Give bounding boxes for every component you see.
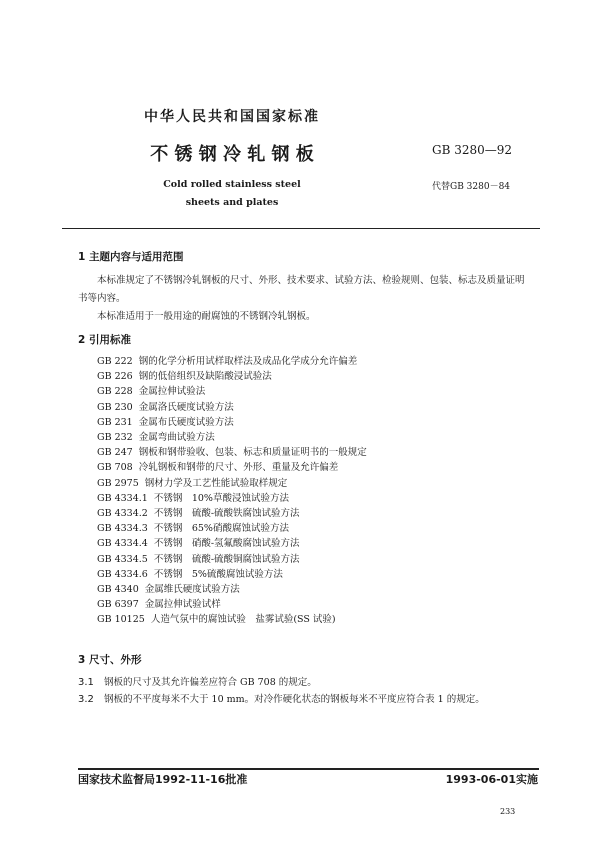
reference-item xyxy=(97,387,205,397)
standard-number: GB 3280—92 xyxy=(432,143,513,157)
reference-code: GB 247 xyxy=(97,447,133,459)
reference-title: 不锈钢 10%草酸浸蚀试验方法 xyxy=(153,492,289,504)
reference-item xyxy=(97,448,367,458)
reference-item xyxy=(97,585,240,595)
reference-title: 不锈钢 65%硝酸腐蚀试验方法 xyxy=(153,523,289,535)
reference-item xyxy=(97,418,234,428)
reference-item xyxy=(97,615,336,625)
reference-item xyxy=(97,600,221,610)
reference-code: GB 2975 xyxy=(97,477,139,489)
reference-code: GB 10125 xyxy=(97,614,145,626)
document-title-en-line1: Cold rolled stainless steel xyxy=(163,179,301,190)
effective-date: 1993-06-01实施 xyxy=(445,773,538,786)
org-title: 中华人民共和国国家标准 xyxy=(144,109,320,125)
page-number: 233 xyxy=(500,807,516,816)
reference-item xyxy=(97,357,357,367)
footer-divider xyxy=(78,768,539,770)
reference-code: GB 230 xyxy=(97,401,133,413)
section-1-heading: 1 主题内容与适用范围 xyxy=(78,251,184,263)
reference-title: 金属维氏硬度试验方法 xyxy=(144,584,240,595)
reference-item xyxy=(97,509,300,519)
reference-title: 不锈钢 硫酸-硫酸铜腐蚀试验方法 xyxy=(153,553,300,565)
reference-title: 金属拉伸试验试样 xyxy=(144,599,221,611)
reference-title: 钢的化学分析用试样取样法及成品化学成分允许偏差 xyxy=(138,356,358,367)
reference-title: 金属弯曲试验方法 xyxy=(138,432,215,443)
reference-code: GB 4334.6 xyxy=(97,568,148,580)
reference-title: 人造气氛中的腐蚀试验 盐雾试验(SS 试验) xyxy=(150,614,336,626)
reference-title: 金属洛氏硬度试验方法 xyxy=(138,401,234,413)
reference-title: 不锈钢 硫酸-硫酸铁腐蚀试验方法 xyxy=(153,508,300,519)
reference-title: 钢材力学及工艺性能试验取样规定 xyxy=(144,477,288,489)
reference-code: GB 228 xyxy=(97,386,133,398)
replaces-standard: 代替GB 3280－84 xyxy=(432,182,511,192)
reference-code: GB 708 xyxy=(97,462,133,474)
reference-code: GB 6397 xyxy=(97,599,139,611)
reference-code: GB 232 xyxy=(97,432,133,443)
reference-code: GB 4340 xyxy=(97,584,139,595)
clause-3-1-text: 钢板的尺寸及其允许偏差应符合 GB 708 的规定。 xyxy=(104,677,317,688)
reference-item xyxy=(97,494,289,504)
section-3-heading: 3 尺寸、外形 xyxy=(78,654,142,666)
reference-title: 钢板和钢带验收、包装、标志和质量证明书的一般规定 xyxy=(138,447,367,459)
document-title-en-line2: sheets and plates xyxy=(185,197,279,208)
reference-item xyxy=(97,372,272,382)
reference-code: GB 226 xyxy=(97,371,133,383)
reference-title: 不锈钢 5%硫酸腐蚀试验方法 xyxy=(153,568,283,580)
reference-item xyxy=(97,463,338,473)
reference-code: GB 4334.2 xyxy=(97,508,148,519)
reference-item xyxy=(97,570,283,580)
reference-item xyxy=(97,403,234,413)
header-divider xyxy=(62,228,540,229)
reference-code: GB 231 xyxy=(97,416,133,428)
section-1-para2: 本标准适用于一般用途的耐腐蚀的不锈钢冷轧钢板。 xyxy=(97,311,316,322)
reference-title: 金属布氏硬度试验方法 xyxy=(138,416,234,428)
reference-item xyxy=(97,555,300,565)
clause-3-2-text: 钢板的不平度每米不大于 10 mm。对冷作硬化状态的钢板每米不平度应符合表 1 的规定。 xyxy=(104,694,485,705)
section-1-para1-line2: 书等内容。 xyxy=(78,293,126,304)
reference-code: GB 4334.1 xyxy=(97,492,148,504)
reference-code: GB 4334.4 xyxy=(97,538,148,550)
reference-code: GB 222 xyxy=(97,356,133,367)
section-1-para1-line1: 本标准规定了不锈钢冷轧钢板的尺寸、外形、技术要求、试验方法、检验规则、包装、标志及质量证明 xyxy=(97,275,525,286)
clause-3-2-number: 3.2 xyxy=(78,694,94,705)
reference-item xyxy=(97,479,287,489)
reference-code: GB 4334.5 xyxy=(97,553,148,565)
clause-3-1-number: 3.1 xyxy=(78,677,94,688)
reference-title: 金属拉伸试验法 xyxy=(138,386,206,398)
approval-date: 国家技术监督局1992-11-16批准 xyxy=(78,773,248,786)
document-title-cn: 不 锈 钢 冷 轧 钢 板 xyxy=(150,144,314,165)
section-2-heading: 2 引用标准 xyxy=(78,334,131,346)
reference-title: 不锈钢 硝酸-氢氟酸腐蚀试验方法 xyxy=(153,538,300,550)
reference-item xyxy=(97,539,300,549)
reference-item xyxy=(97,433,215,443)
reference-code: GB 4334.3 xyxy=(97,523,148,535)
reference-title: 钢的低倍组织及缺陷酸浸试验法 xyxy=(138,371,272,383)
reference-title: 冷轧钢板和钢带的尺寸、外形、重量及允许偏差 xyxy=(138,462,339,474)
reference-item xyxy=(97,524,289,534)
